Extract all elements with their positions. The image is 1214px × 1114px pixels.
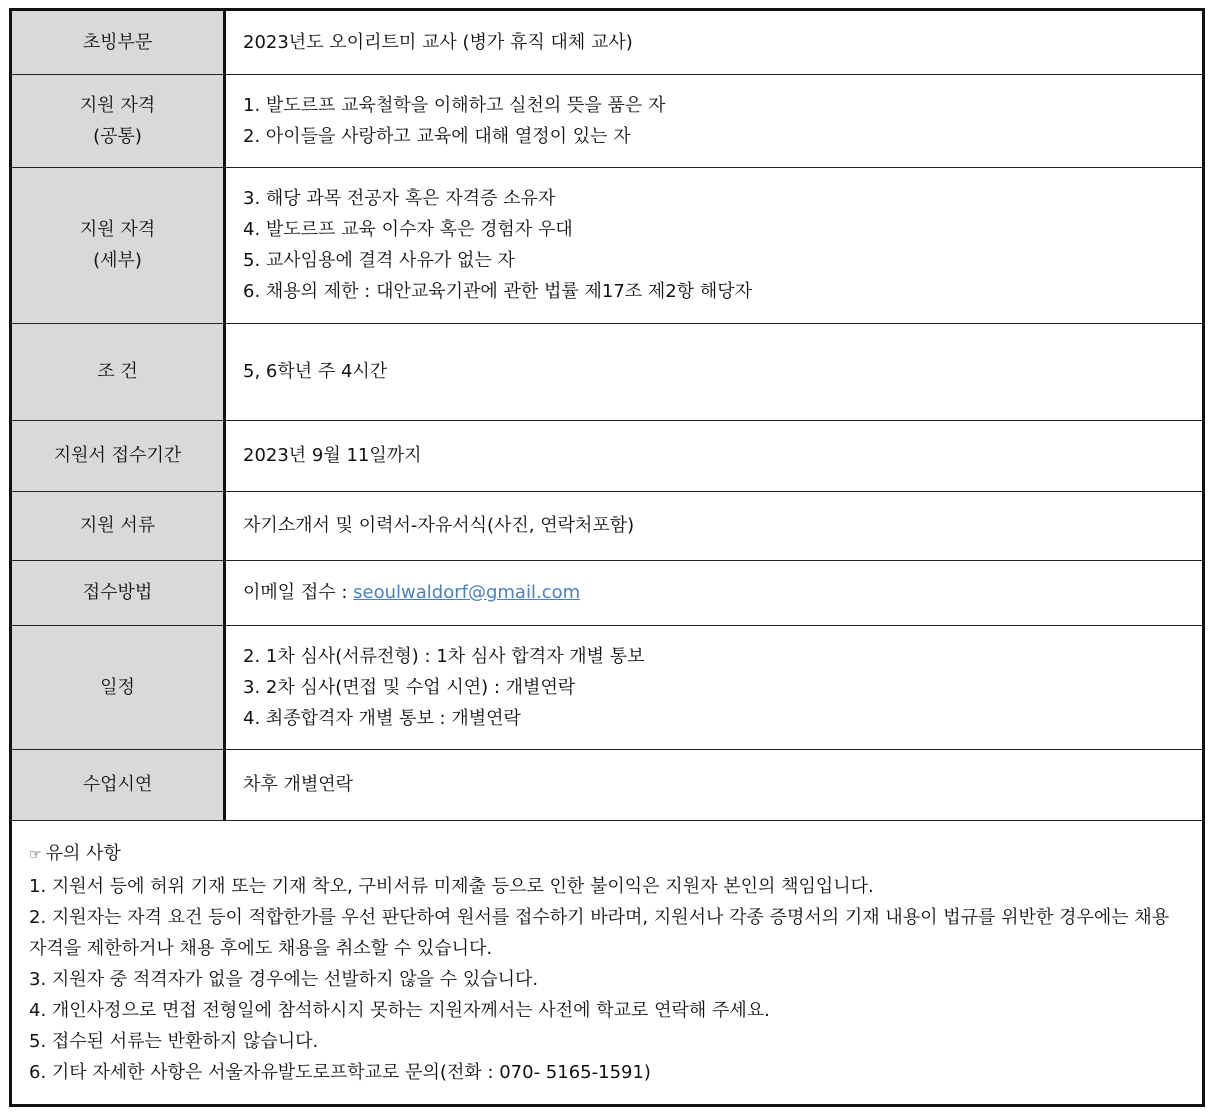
row-value-application-period — [225, 420, 1203, 491]
label-text: (공통) — [93, 125, 142, 147]
notes-section — [12, 821, 1202, 1088]
label-text: 일정 — [100, 676, 135, 698]
row-value-position — [225, 11, 1203, 74]
note-item: 5. 접수된 서류는 반환하지 않습니다. — [29, 1030, 319, 1052]
label-text: 지원 자격 — [79, 94, 156, 116]
table-row — [12, 749, 1202, 820]
label-text: 지원서 접수기간 — [53, 445, 182, 466]
label-text: 조 건 — [97, 361, 138, 382]
row-label-demo-class — [12, 749, 225, 820]
row-value-schedule — [225, 625, 1203, 749]
notes-title: 유의 사항 — [45, 842, 121, 864]
table-row — [12, 560, 1202, 625]
email-link[interactable]: seoulwaldorf@gmail.com — [353, 582, 581, 603]
row-label-common-qualification — [12, 74, 225, 167]
row-value-submission-method — [225, 560, 1203, 625]
table-row — [12, 11, 1202, 74]
row-label-detailed-qualification — [12, 167, 225, 323]
value-text: 2023년도 오이리트미 교사 (병가 휴직 대체 교사) — [243, 31, 633, 53]
label-text: (세부) — [93, 250, 142, 271]
value-text: 2. 아이들을 사랑하고 교육에 대해 열정이 있는 자 — [243, 125, 631, 147]
row-value-conditions — [225, 323, 1203, 420]
label-text: 접수방법 — [82, 582, 153, 603]
row-label-schedule — [12, 625, 225, 749]
table-row — [12, 491, 1202, 560]
value-text: 5, 6학년 주 4시간 — [243, 361, 388, 382]
table-row — [12, 74, 1202, 167]
row-label-application-period — [12, 420, 225, 491]
value-text: 차후 개별연락 — [243, 774, 354, 795]
row-value-demo-class — [225, 749, 1203, 820]
row-value-common-qualification — [225, 74, 1203, 167]
submission-line — [243, 577, 1202, 608]
info-table — [12, 11, 1202, 821]
table-row — [12, 167, 1202, 323]
row-label-submission-method — [12, 560, 225, 625]
value-text: 4. 발도르프 교육 이수자 혹은 경험자 우대 — [243, 219, 573, 240]
submission-prefix: 이메일 접수 : — [243, 582, 354, 603]
value-text: 5. 교사임용에 결격 사유가 없는 자 — [243, 250, 515, 271]
row-value-detailed-qualification — [225, 167, 1203, 323]
label-text: 수업시연 — [82, 774, 153, 795]
table-row — [12, 420, 1202, 491]
value-text: 3. 2차 심사(면접 및 수업 시연) : 개별연락 — [243, 676, 576, 698]
row-value-documents — [225, 491, 1203, 560]
note-item: 4. 개인사정으로 면접 전형일에 참석하시지 못하는 지원자께서는 사전에 학교로 연락해 주세요. — [29, 999, 770, 1021]
pointing-hand-icon: ☞ — [29, 846, 42, 863]
recruitment-notice — [9, 8, 1205, 1107]
note-item: 3. 지원자 중 적격자가 없을 경우에는 선발하지 않을 수 있습니다. — [29, 968, 539, 990]
note-item: 1. 지원서 등에 허위 기재 또는 기재 착오, 구비서류 미제출 등으로 인한 불이익은 지원자 본인의 책임입니다. — [29, 875, 874, 897]
label-text: 지원 자격 — [79, 219, 156, 240]
label-text: 지원 서류 — [79, 515, 156, 536]
value-text: 4. 최종합격자 개별 통보 : 개별연락 — [243, 707, 521, 729]
row-label-conditions — [12, 323, 225, 420]
value-text: 6. 채용의 제한 : 대안교육기관에 관한 법률 제17조 제2항 해당자 — [243, 281, 753, 302]
row-label-documents — [12, 491, 225, 560]
note-item: 2. 지원자는 자격 요건 등이 적합한가를 우선 판단하여 원서를 접수하기 바라며, 지원서나 각종 증명서의 기재 내용이 법규를 위반한 경우에는 채용 자격을 제한하거나 채용 후에도 채용을 취소할 수 있습니다. — [29, 906, 1170, 959]
label-text: 초빙부문 — [82, 31, 153, 53]
table-row — [12, 323, 1202, 420]
value-text: 2. 1차 심사(서류전형) : 1차 심사 합격자 개별 통보 — [243, 645, 645, 667]
value-text: 1. 발도르프 교육철학을 이해하고 실천의 뜻을 품은 자 — [243, 94, 666, 116]
value-text: 3. 해당 과목 전공자 혹은 자격증 소유자 — [243, 188, 556, 209]
notes-title-line — [29, 838, 1184, 871]
value-text: 자기소개서 및 이력서-자유서식(사진, 연락처포함) — [243, 515, 635, 536]
value-text: 2023년 9월 11일까지 — [243, 445, 422, 466]
note-item: 6. 기타 자세한 사항은 서울자유발도로프학교로 문의(전화 : 070- 5165-1591) — [29, 1061, 651, 1083]
row-label-position — [12, 11, 225, 74]
table-row — [12, 625, 1202, 749]
